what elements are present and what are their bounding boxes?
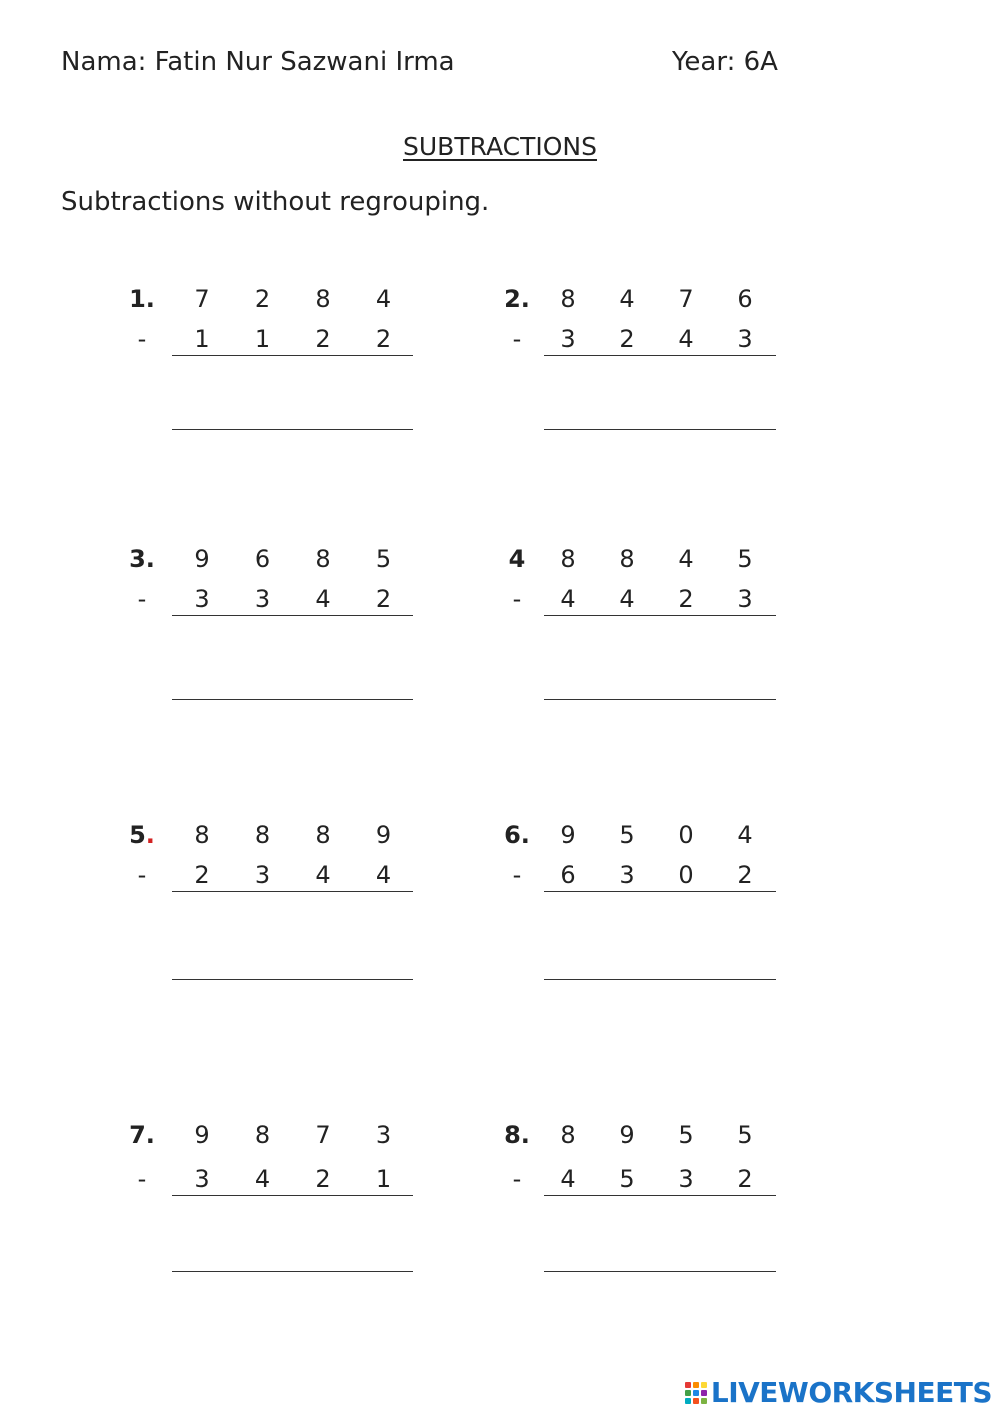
minus-sign: -: [137, 325, 147, 353]
subtrahend-digit: 1: [375, 1165, 392, 1193]
minus-sign: -: [512, 861, 522, 889]
problem-number-text: 3: [129, 545, 146, 573]
subtrahend-digit: 3: [194, 585, 210, 613]
logo-tile: [685, 1382, 691, 1388]
subtrahend-digit: 4: [315, 861, 331, 889]
minuend-digit: 7: [194, 285, 210, 313]
logo-tile: [701, 1382, 707, 1388]
subtrahend-digit: 2: [737, 1165, 753, 1193]
page-title: SUBTRACTIONS: [403, 132, 597, 161]
subtrahend-digit: 4: [254, 1165, 271, 1193]
minuend-digit: 5: [619, 821, 635, 849]
subtrahend-digit: 3: [194, 1165, 210, 1193]
problem-number: [497, 1120, 537, 1150]
subtraction-rule: [544, 1195, 776, 1196]
problem-number-period: .: [145, 1121, 155, 1149]
minuend-digit: 8: [560, 1121, 576, 1149]
liveworksheets-logo: [685, 1378, 992, 1408]
subtrahend-digit: 4: [678, 325, 694, 353]
logo-tile: [685, 1390, 691, 1396]
minuend-digit: 5: [737, 545, 753, 573]
problem-number: [122, 820, 162, 850]
problem-2: [497, 284, 797, 444]
minuend-digit: 7: [678, 285, 694, 313]
subtrahend-digit: 2: [194, 861, 210, 889]
student-year: Year: 6A: [672, 47, 778, 77]
answer-line[interactable]: [172, 979, 413, 980]
subtraction-rule: [544, 891, 776, 892]
minuend-digit: 8: [560, 545, 576, 573]
subtrahend-digit: 4: [375, 861, 392, 889]
minuend-digit: 8: [254, 1121, 271, 1149]
problem-number-period: .: [145, 285, 155, 313]
logo-tile: [701, 1390, 707, 1396]
subtrahend-digit: 2: [315, 325, 331, 353]
minuend-digit: 8: [619, 545, 635, 573]
minus-sign: -: [137, 861, 147, 889]
problem-number-text: 2: [504, 285, 521, 313]
problem-number: [122, 544, 162, 574]
subtrahend-digit: 2: [678, 585, 694, 613]
subtrahend-digit: 2: [315, 1165, 331, 1193]
answer-line[interactable]: [544, 979, 776, 980]
minuend-digit: 8: [254, 821, 271, 849]
answer-line[interactable]: [544, 1271, 776, 1272]
minus-sign: -: [137, 1165, 147, 1193]
minuend-digit: 8: [315, 545, 331, 573]
subtrahend-digit: 0: [678, 861, 694, 889]
logo-tile: [701, 1398, 707, 1404]
logo-tile: [693, 1398, 699, 1404]
problem-6: [497, 820, 797, 980]
answer-line[interactable]: [172, 699, 413, 700]
problem-number-text: 1: [129, 285, 146, 313]
subtraction-rule: [172, 355, 413, 356]
minuend-digit: 6: [254, 545, 271, 573]
problem-4: [497, 544, 797, 704]
minuend-digit: 2: [254, 285, 271, 313]
minuend-digit: 6: [737, 285, 753, 313]
instructions: Subtractions without regrouping.: [61, 187, 490, 217]
subtrahend-digit: 2: [619, 325, 635, 353]
minus-sign: -: [512, 325, 522, 353]
minuend-digit: 4: [619, 285, 635, 313]
problem-number-period: .: [520, 285, 530, 313]
subtrahend-digit: 1: [254, 325, 271, 353]
subtrahend-digit: 2: [737, 861, 753, 889]
problem-5: [122, 820, 422, 980]
brand-text: LIVEWORKSHEETS: [710, 1376, 992, 1409]
answer-line[interactable]: [172, 1271, 413, 1272]
logo-mosaic-icon: [685, 1382, 707, 1404]
answer-line[interactable]: [544, 699, 776, 700]
problem-number-period: .: [520, 821, 530, 849]
problem-number-text: 6: [504, 821, 521, 849]
problem-number-text: 4: [508, 545, 526, 573]
problem-number-text: 8: [504, 1121, 521, 1149]
minuend-digit: 9: [619, 1121, 635, 1149]
minuend-digit: 4: [375, 285, 392, 313]
subtrahend-digit: 4: [560, 585, 576, 613]
minuend-digit: 8: [194, 821, 210, 849]
subtrahend-digit: 6: [560, 861, 576, 889]
subtrahend-digit: 3: [678, 1165, 694, 1193]
minuend-digit: 3: [375, 1121, 392, 1149]
problem-1: [122, 284, 422, 444]
problem-number-period: .: [145, 545, 155, 573]
subtrahend-digit: 1: [194, 325, 210, 353]
minus-sign: -: [512, 585, 522, 613]
subtrahend-digit: 2: [375, 325, 392, 353]
subtrahend-digit: 3: [619, 861, 635, 889]
problem-number: [497, 284, 537, 314]
subtrahend-digit: 4: [560, 1165, 576, 1193]
subtrahend-digit: 3: [737, 325, 753, 353]
problem-3: [122, 544, 422, 704]
subtrahend-digit: 3: [737, 585, 753, 613]
problem-number: [497, 544, 537, 574]
minuend-digit: 8: [315, 821, 331, 849]
minuend-digit: 7: [315, 1121, 331, 1149]
minuend-digit: 5: [375, 545, 392, 573]
problem-number: [497, 820, 537, 850]
problem-number: [122, 1120, 162, 1150]
logo-tile: [693, 1382, 699, 1388]
minuend-digit: 0: [678, 821, 694, 849]
problem-8: [497, 1120, 797, 1280]
student-name: Nama: Fatin Nur Sazwani Irma: [61, 47, 455, 77]
answer-line[interactable]: [172, 429, 413, 430]
minuend-digit: 9: [560, 821, 576, 849]
subtraction-rule: [544, 355, 776, 356]
problem-7: [122, 1120, 422, 1280]
subtrahend-digit: 3: [254, 585, 271, 613]
minuend-digit: 5: [678, 1121, 694, 1149]
minuend-digit: 8: [315, 285, 331, 313]
problem-number: [122, 284, 162, 314]
subtraction-rule: [544, 615, 776, 616]
subtrahend-digit: 5: [619, 1165, 635, 1193]
subtrahend-digit: 4: [315, 585, 331, 613]
subtrahend-digit: 2: [375, 585, 392, 613]
logo-tile: [685, 1398, 691, 1404]
minus-sign: -: [512, 1165, 522, 1193]
subtrahend-digit: 4: [619, 585, 635, 613]
logo-tile: [693, 1390, 699, 1396]
minuend-digit: 5: [737, 1121, 753, 1149]
problem-number-text: 5: [129, 821, 146, 849]
minuend-digit: 4: [678, 545, 694, 573]
minuend-digit: 4: [737, 821, 753, 849]
minus-sign: -: [137, 585, 147, 613]
subtrahend-digit: 3: [560, 325, 576, 353]
minuend-digit: 8: [560, 285, 576, 313]
subtrahend-digit: 3: [254, 861, 271, 889]
subtraction-rule: [172, 1195, 413, 1196]
subtraction-rule: [172, 615, 413, 616]
problem-number-period: .: [520, 1121, 530, 1149]
minuend-digit: 9: [194, 1121, 210, 1149]
problem-number-period: .: [145, 821, 155, 849]
subtraction-rule: [172, 891, 413, 892]
minuend-digit: 9: [375, 821, 392, 849]
answer-line[interactable]: [544, 429, 776, 430]
minuend-digit: 9: [194, 545, 210, 573]
problem-number-text: 7: [129, 1121, 146, 1149]
